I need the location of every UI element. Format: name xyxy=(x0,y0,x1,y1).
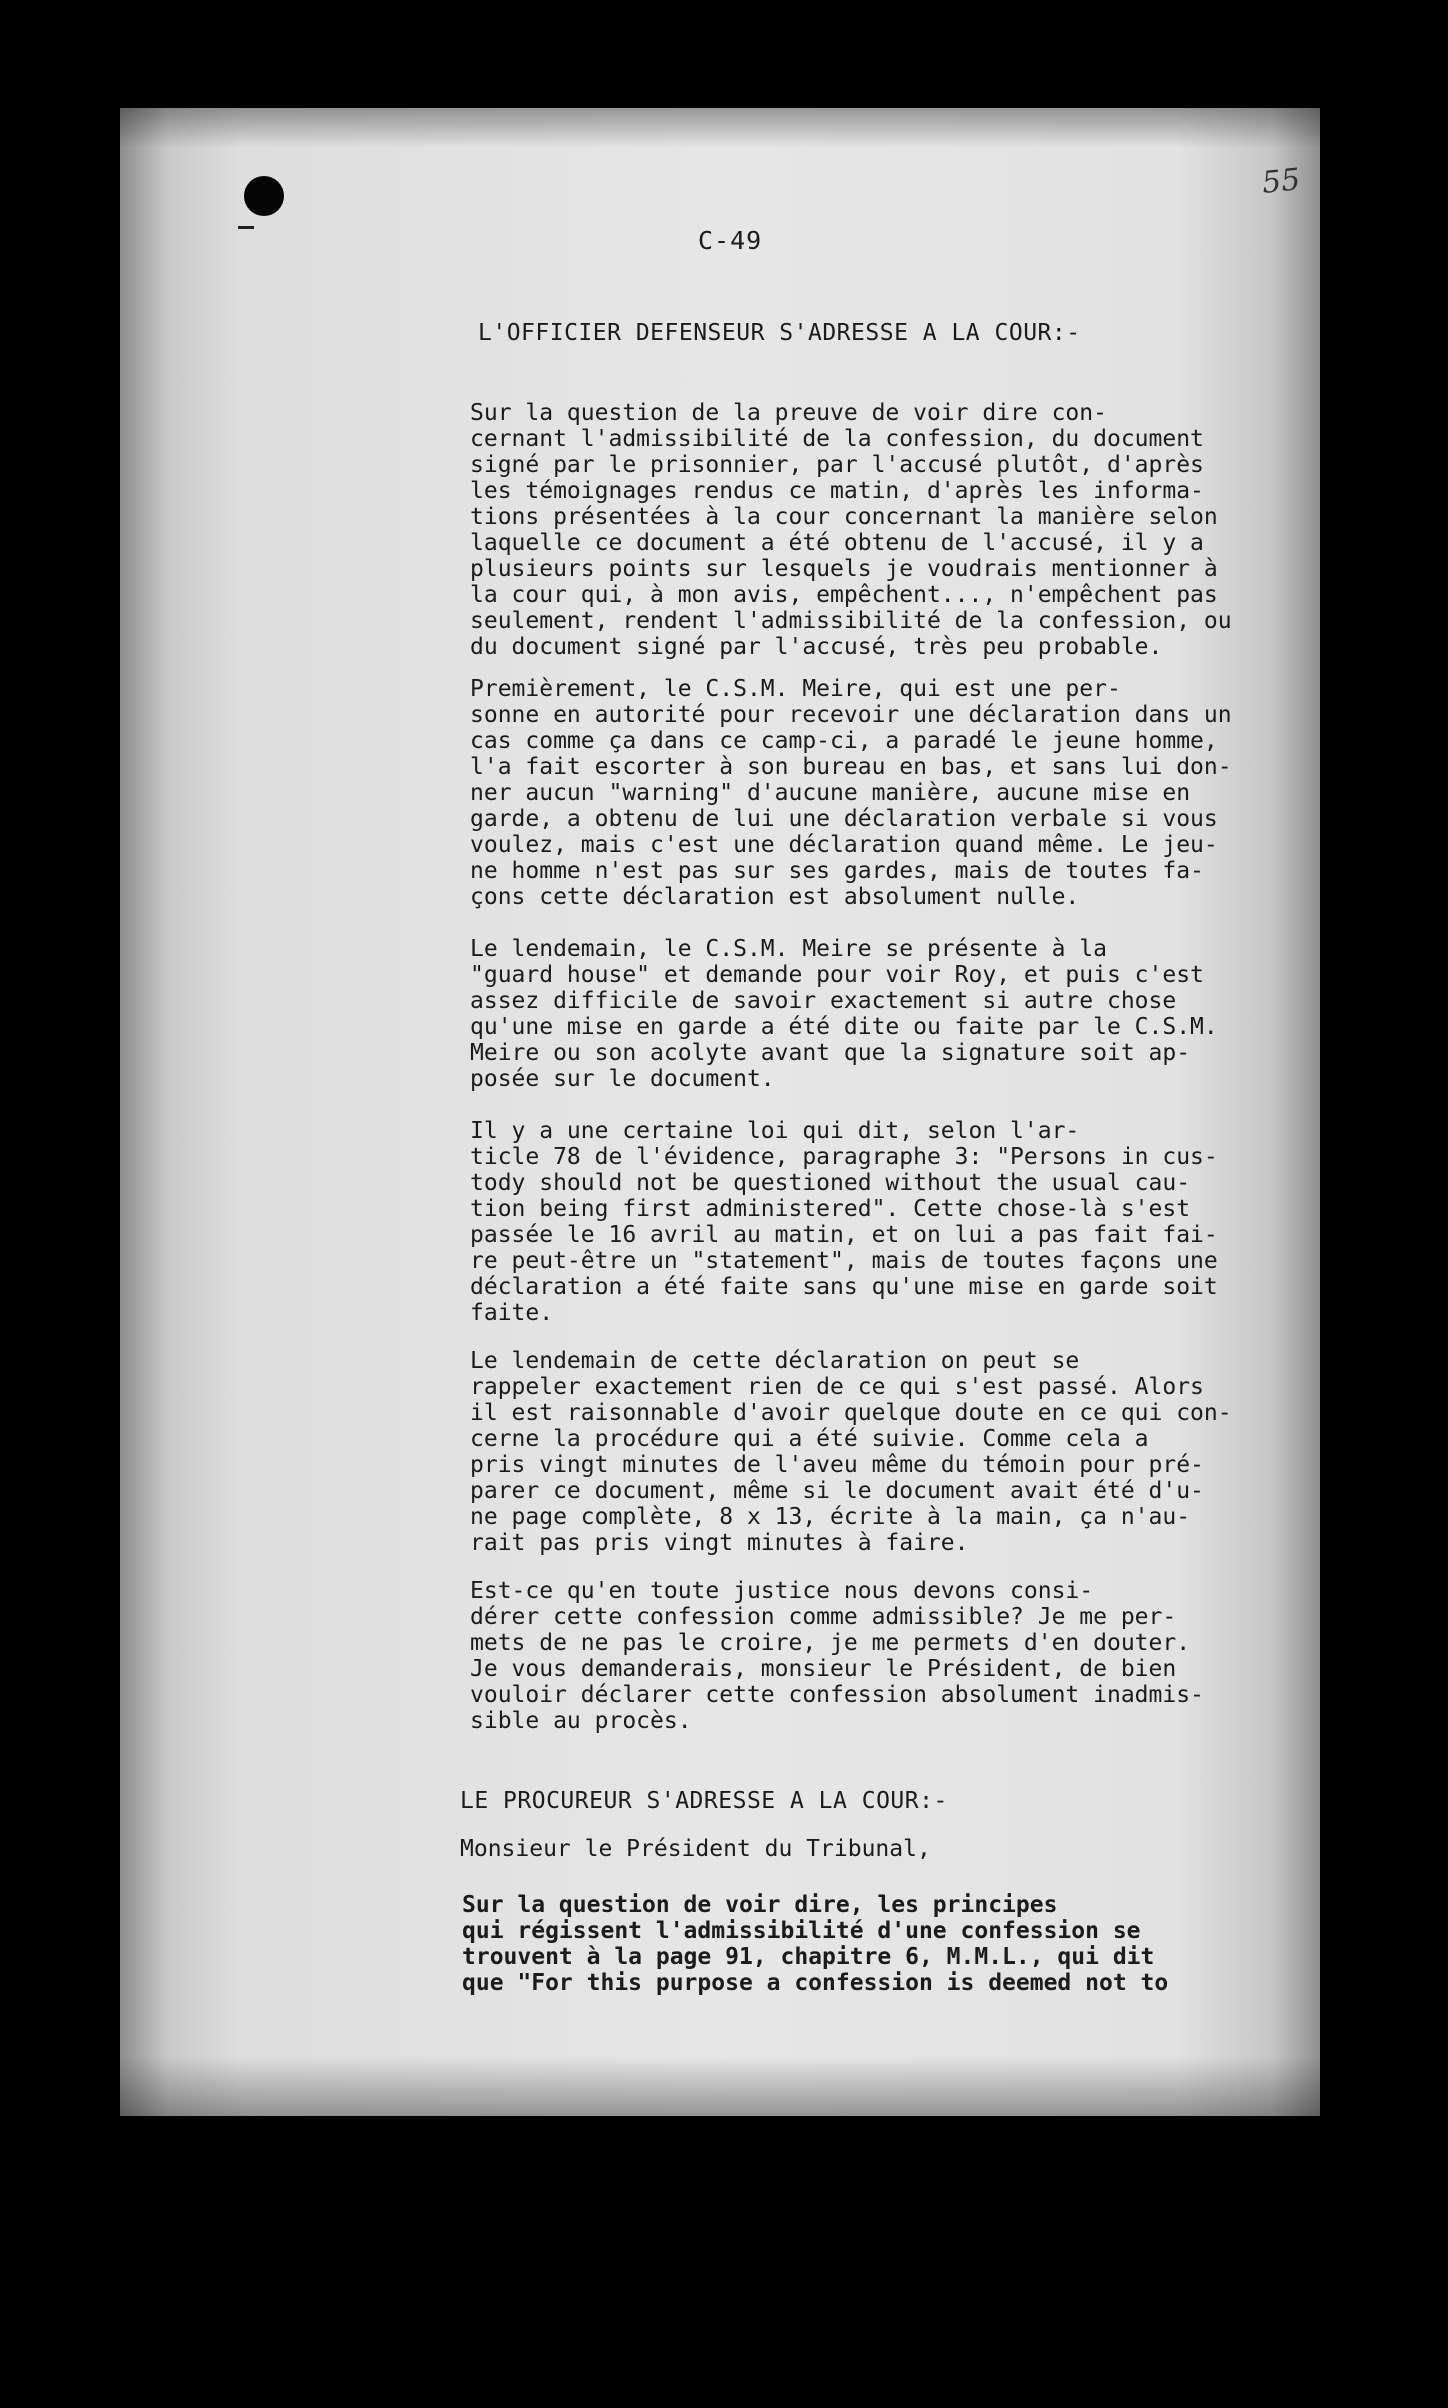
paragraph-6 xyxy=(470,1578,1320,1734)
para-line: assez difficile de savoir exactement si autre chose xyxy=(470,988,1177,1014)
prosecutor-paragraph xyxy=(462,1892,1320,1996)
para-line: tody should not be questioned without the usual cau- xyxy=(470,1170,1191,1196)
para-line: déclaration a été faite sans qu'une mise en garde soit xyxy=(470,1274,1218,1300)
scan-shadow-top xyxy=(120,108,1320,148)
para-line: Le lendemain, le C.S.M. Meire se présente à la xyxy=(470,936,1107,962)
para-line: Il y a une certaine loi qui dit, selon l'ar- xyxy=(470,1118,1080,1144)
para-line: Je vous demanderais, monsieur le Président, de bien xyxy=(470,1656,1177,1682)
para-line: plusieurs points sur lesquels je voudrais mentionner à xyxy=(470,556,1218,582)
ink-mark xyxy=(238,226,254,229)
para-line: tions présentées à la cour concernant la manière selon xyxy=(470,504,1218,530)
para-line: re peut-être un "statement", mais de toutes façons une xyxy=(470,1248,1218,1274)
para-line: passée le 16 avril au matin, et on lui a pas fait fai- xyxy=(470,1222,1218,1248)
para-line: çons cette déclaration est absolument nulle. xyxy=(470,884,1080,910)
para-line: faite. xyxy=(470,1300,554,1326)
para-line: la cour qui, à mon avis, empêchent..., n'empêchent pas xyxy=(470,582,1218,608)
para-line: laquelle ce document a été obtenu de l'accusé, il y a xyxy=(470,530,1204,556)
prosecutor-heading: LE PROCUREUR S'ADRESSE A LA COUR:- xyxy=(460,1788,948,1814)
handwritten-page-number: 55 xyxy=(1260,162,1302,201)
para-line: du document signé par l'accusé, très peu probable. xyxy=(470,634,1163,660)
para-line: qui régissent l'admissibilité d'une confession se xyxy=(462,1918,1141,1944)
para-line: Premièrement, le C.S.M. Meire, qui est une per- xyxy=(470,676,1121,702)
para-line: que "For this purpose a confession is deemed not to xyxy=(462,1970,1169,1996)
paragraph-5 xyxy=(470,1348,1320,1556)
scan-shadow-bottom xyxy=(120,2056,1320,2116)
para-line: Sur la question de la preuve de voir dire con- xyxy=(470,400,1107,426)
document-code: C-49 xyxy=(698,226,763,255)
para-line: sonne en autorité pour recevoir une déclaration dans un xyxy=(470,702,1232,728)
para-line: Meire ou son acolyte avant que la signature soit ap- xyxy=(470,1040,1191,1066)
para-line: posée sur le document. xyxy=(470,1066,775,1092)
para-line: ticle 78 de l'évidence, paragraphe 3: "Persons in cus- xyxy=(470,1144,1218,1170)
paragraph-1 xyxy=(470,400,1320,660)
para-line: voulez, mais c'est une déclaration quand même. Le jeu- xyxy=(470,832,1218,858)
paragraph-4 xyxy=(470,1118,1320,1326)
document-page xyxy=(120,108,1320,2116)
para-line: Le lendemain de cette déclaration on peut se xyxy=(470,1348,1080,1374)
para-line: Est-ce qu'en toute justice nous devons consi- xyxy=(470,1578,1094,1604)
para-line: vouloir déclarer cette confession absolument inadmis- xyxy=(470,1682,1204,1708)
salutation: Monsieur le Président du Tribunal, xyxy=(460,1836,931,1862)
para-line: ner aucun "warning" d'aucune manière, aucune mise en xyxy=(470,780,1191,806)
para-line: dérer cette confession comme admissible? Je me per- xyxy=(470,1604,1177,1630)
para-line: mets de ne pas le croire, je me permets d'en douter. xyxy=(470,1630,1191,1656)
para-line: ne homme n'est pas sur ses gardes, mais de toutes fa- xyxy=(470,858,1204,884)
para-line: "guard house" et demande pour voir Roy, et puis c'est xyxy=(470,962,1204,988)
para-line: seulement, rendent l'admissibilité de la confession, ou xyxy=(470,608,1232,634)
para-line: il est raisonnable d'avoir quelque doute en ce qui con- xyxy=(470,1400,1232,1426)
para-line: pris vingt minutes de l'aveu même du témoin pour pré- xyxy=(470,1452,1204,1478)
paragraph-2 xyxy=(470,676,1320,910)
para-line: sible au procès. xyxy=(470,1708,692,1734)
para-line: garde, a obtenu de lui une déclaration verbale si vous xyxy=(470,806,1218,832)
para-line: signé par le prisonnier, par l'accusé plutôt, d'après xyxy=(470,452,1204,478)
para-line: trouvent à la page 91, chapitre 6, M.M.L., qui dit xyxy=(462,1944,1155,1970)
para-line: qu'une mise en garde a été dite ou faite par le C.S.M. xyxy=(470,1014,1218,1040)
para-line: cas comme ça dans ce camp-ci, a paradé le jeune homme, xyxy=(470,728,1218,754)
punch-hole-icon xyxy=(244,176,284,216)
para-line: cerne la procédure qui a été suivie. Comme cela a xyxy=(470,1426,1149,1452)
para-line: l'a fait escorter à son bureau en bas, et sans lui don- xyxy=(470,754,1232,780)
para-line: tion being first administered". Cette chose-là s'est xyxy=(470,1196,1191,1222)
para-line: rait pas pris vingt minutes à faire. xyxy=(470,1530,969,1556)
para-line: ne page complète, 8 x 13, écrite à la main, ça n'au- xyxy=(470,1504,1191,1530)
defense-heading: L'OFFICIER DEFENSEUR S'ADRESSE A LA COUR:- xyxy=(478,320,1081,346)
para-line: cernant l'admissibilité de la confession, du document xyxy=(470,426,1204,452)
para-line: rappeler exactement rien de ce qui s'est passé. Alors xyxy=(470,1374,1204,1400)
paragraph-3 xyxy=(470,936,1320,1092)
para-line: Sur la question de voir dire, les principes xyxy=(462,1892,1058,1918)
para-line: les témoignages rendus ce matin, d'après les informa- xyxy=(470,478,1204,504)
para-line: parer ce document, même si le document avait été d'u- xyxy=(470,1478,1204,1504)
